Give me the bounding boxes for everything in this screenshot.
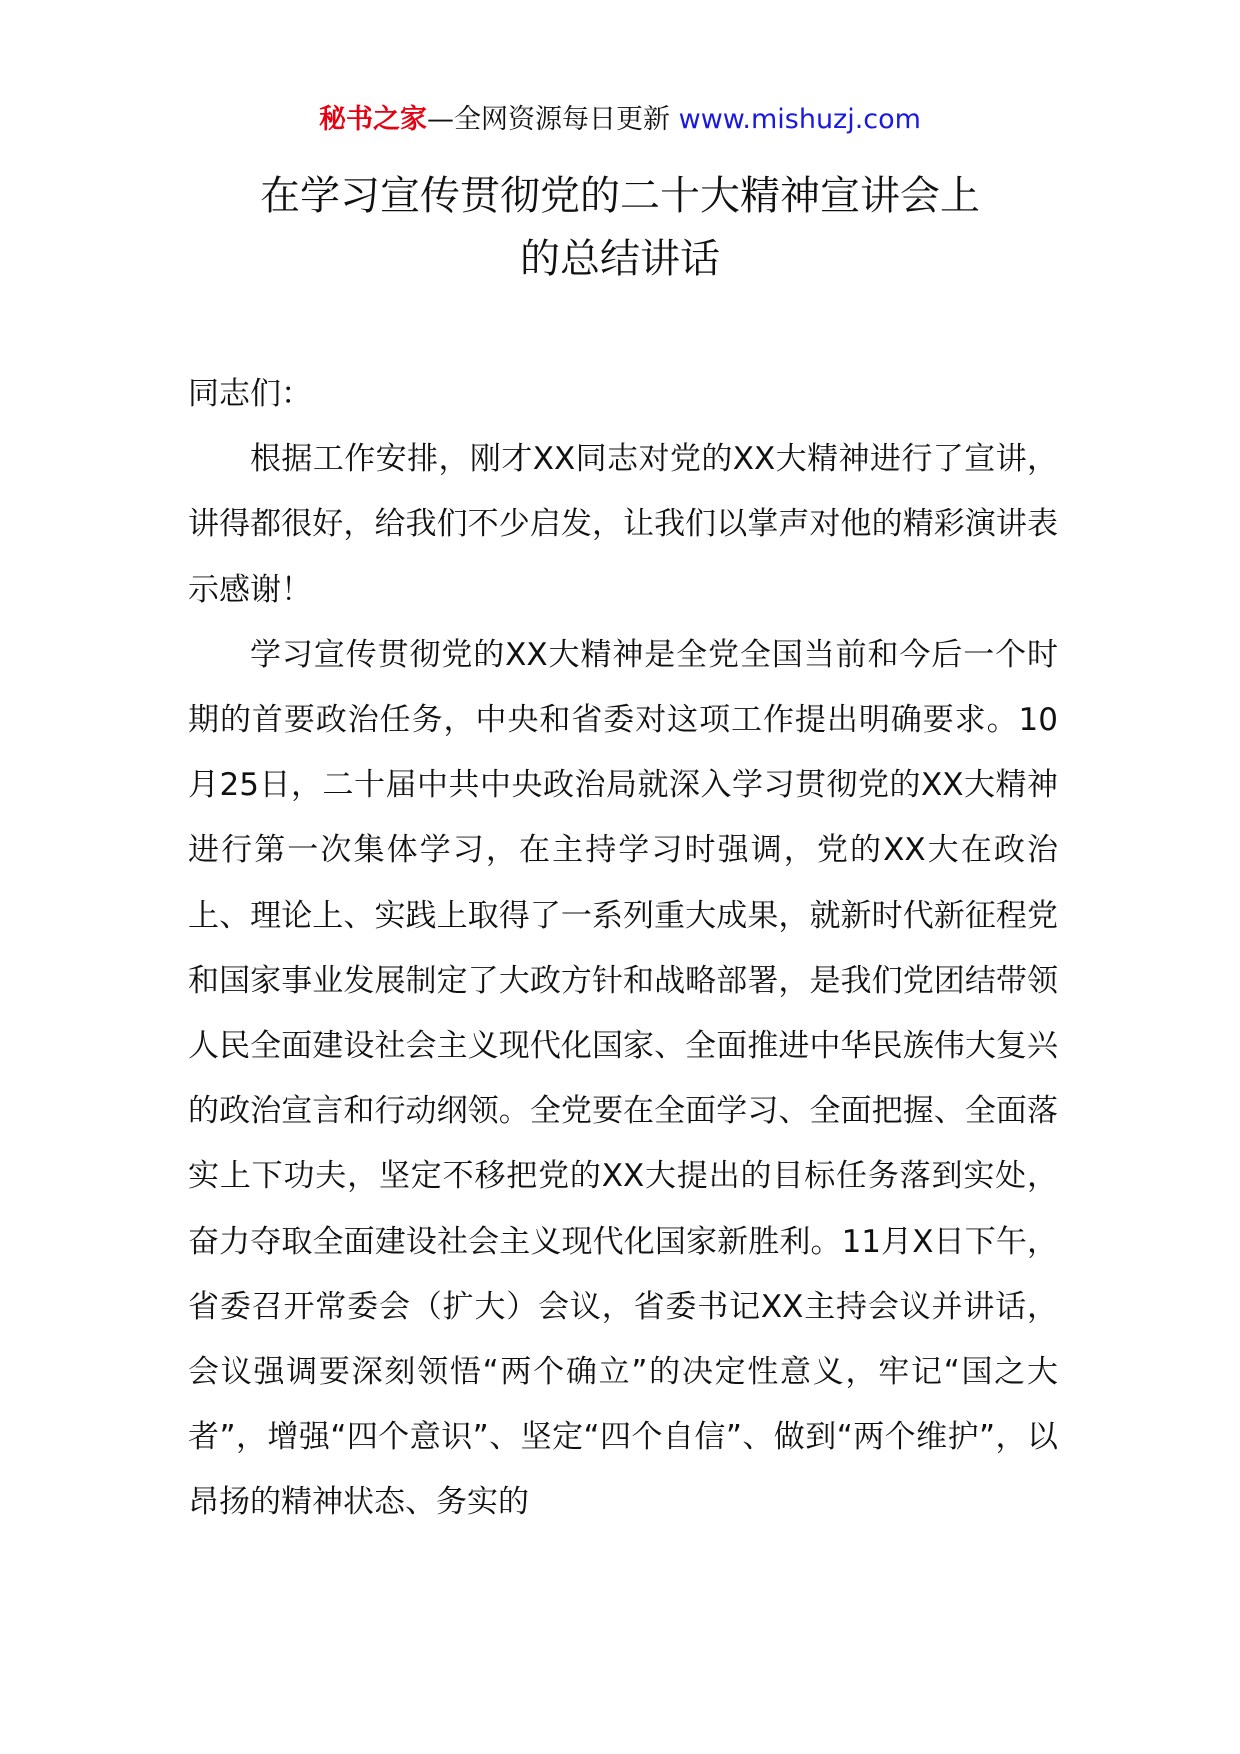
- site-banner: [0, 100, 1240, 140]
- paragraph-2: 学习宣传贯彻党的XX大精神是全党全国当前和今后一个时期的首要政治任务，中央和省委对这项工作提出明确要求。10月25日，二十届中共中央政治局就深入学习贯彻党的XX大精神进行第一次集体学习，在主持学习时强调，党的XX大在政治上、理论上、实践上取得了一系列重大成果，就新时代新征程党和国家事业发展制定了大政方针和战略部署，是我们党团结带领人民全面建设社会主义现代化国家、全面推进中华民族伟大复兴的政治宣言和行动纲领。全党要在全面学习、全面把握、全面落实上下功夫，坚定不移把党的XX大提出的目标任务落到实处，奋力夺取全面建设社会主义现代化国家新胜利。11月X日下午，省委召开常委会（扩大）会议，省委书记XX主持会议并讲话，会议强调要深刻领悟“两个确立”的决定性意义，牢记“国之大者”，增强“四个意识”、坚定“四个自信”、做到“两个维护”，以昂扬的精神状态、务实的: [188, 636, 1058, 1521]
- banner-slogan: —全网资源每日更新: [427, 104, 679, 135]
- brand-name: 秘书之家: [319, 104, 428, 135]
- title-line-2: 的总结讲话: [520, 236, 720, 282]
- salutation: 同志们：: [188, 376, 312, 412]
- website-link[interactable]: www.mishuzj.com: [678, 104, 921, 135]
- document-title: [120, 165, 1120, 291]
- paragraph-1: 根据工作安排，刚才XX同志对党的XX大精神进行了宣讲，讲得都很好，给我们不少启发，让我们以掌声对他的精彩演讲表示感谢！: [188, 441, 1058, 608]
- title-line-1: 在学习宣传贯彻党的二十大精神宣讲会上: [260, 173, 980, 219]
- document-body: [188, 362, 1058, 1536]
